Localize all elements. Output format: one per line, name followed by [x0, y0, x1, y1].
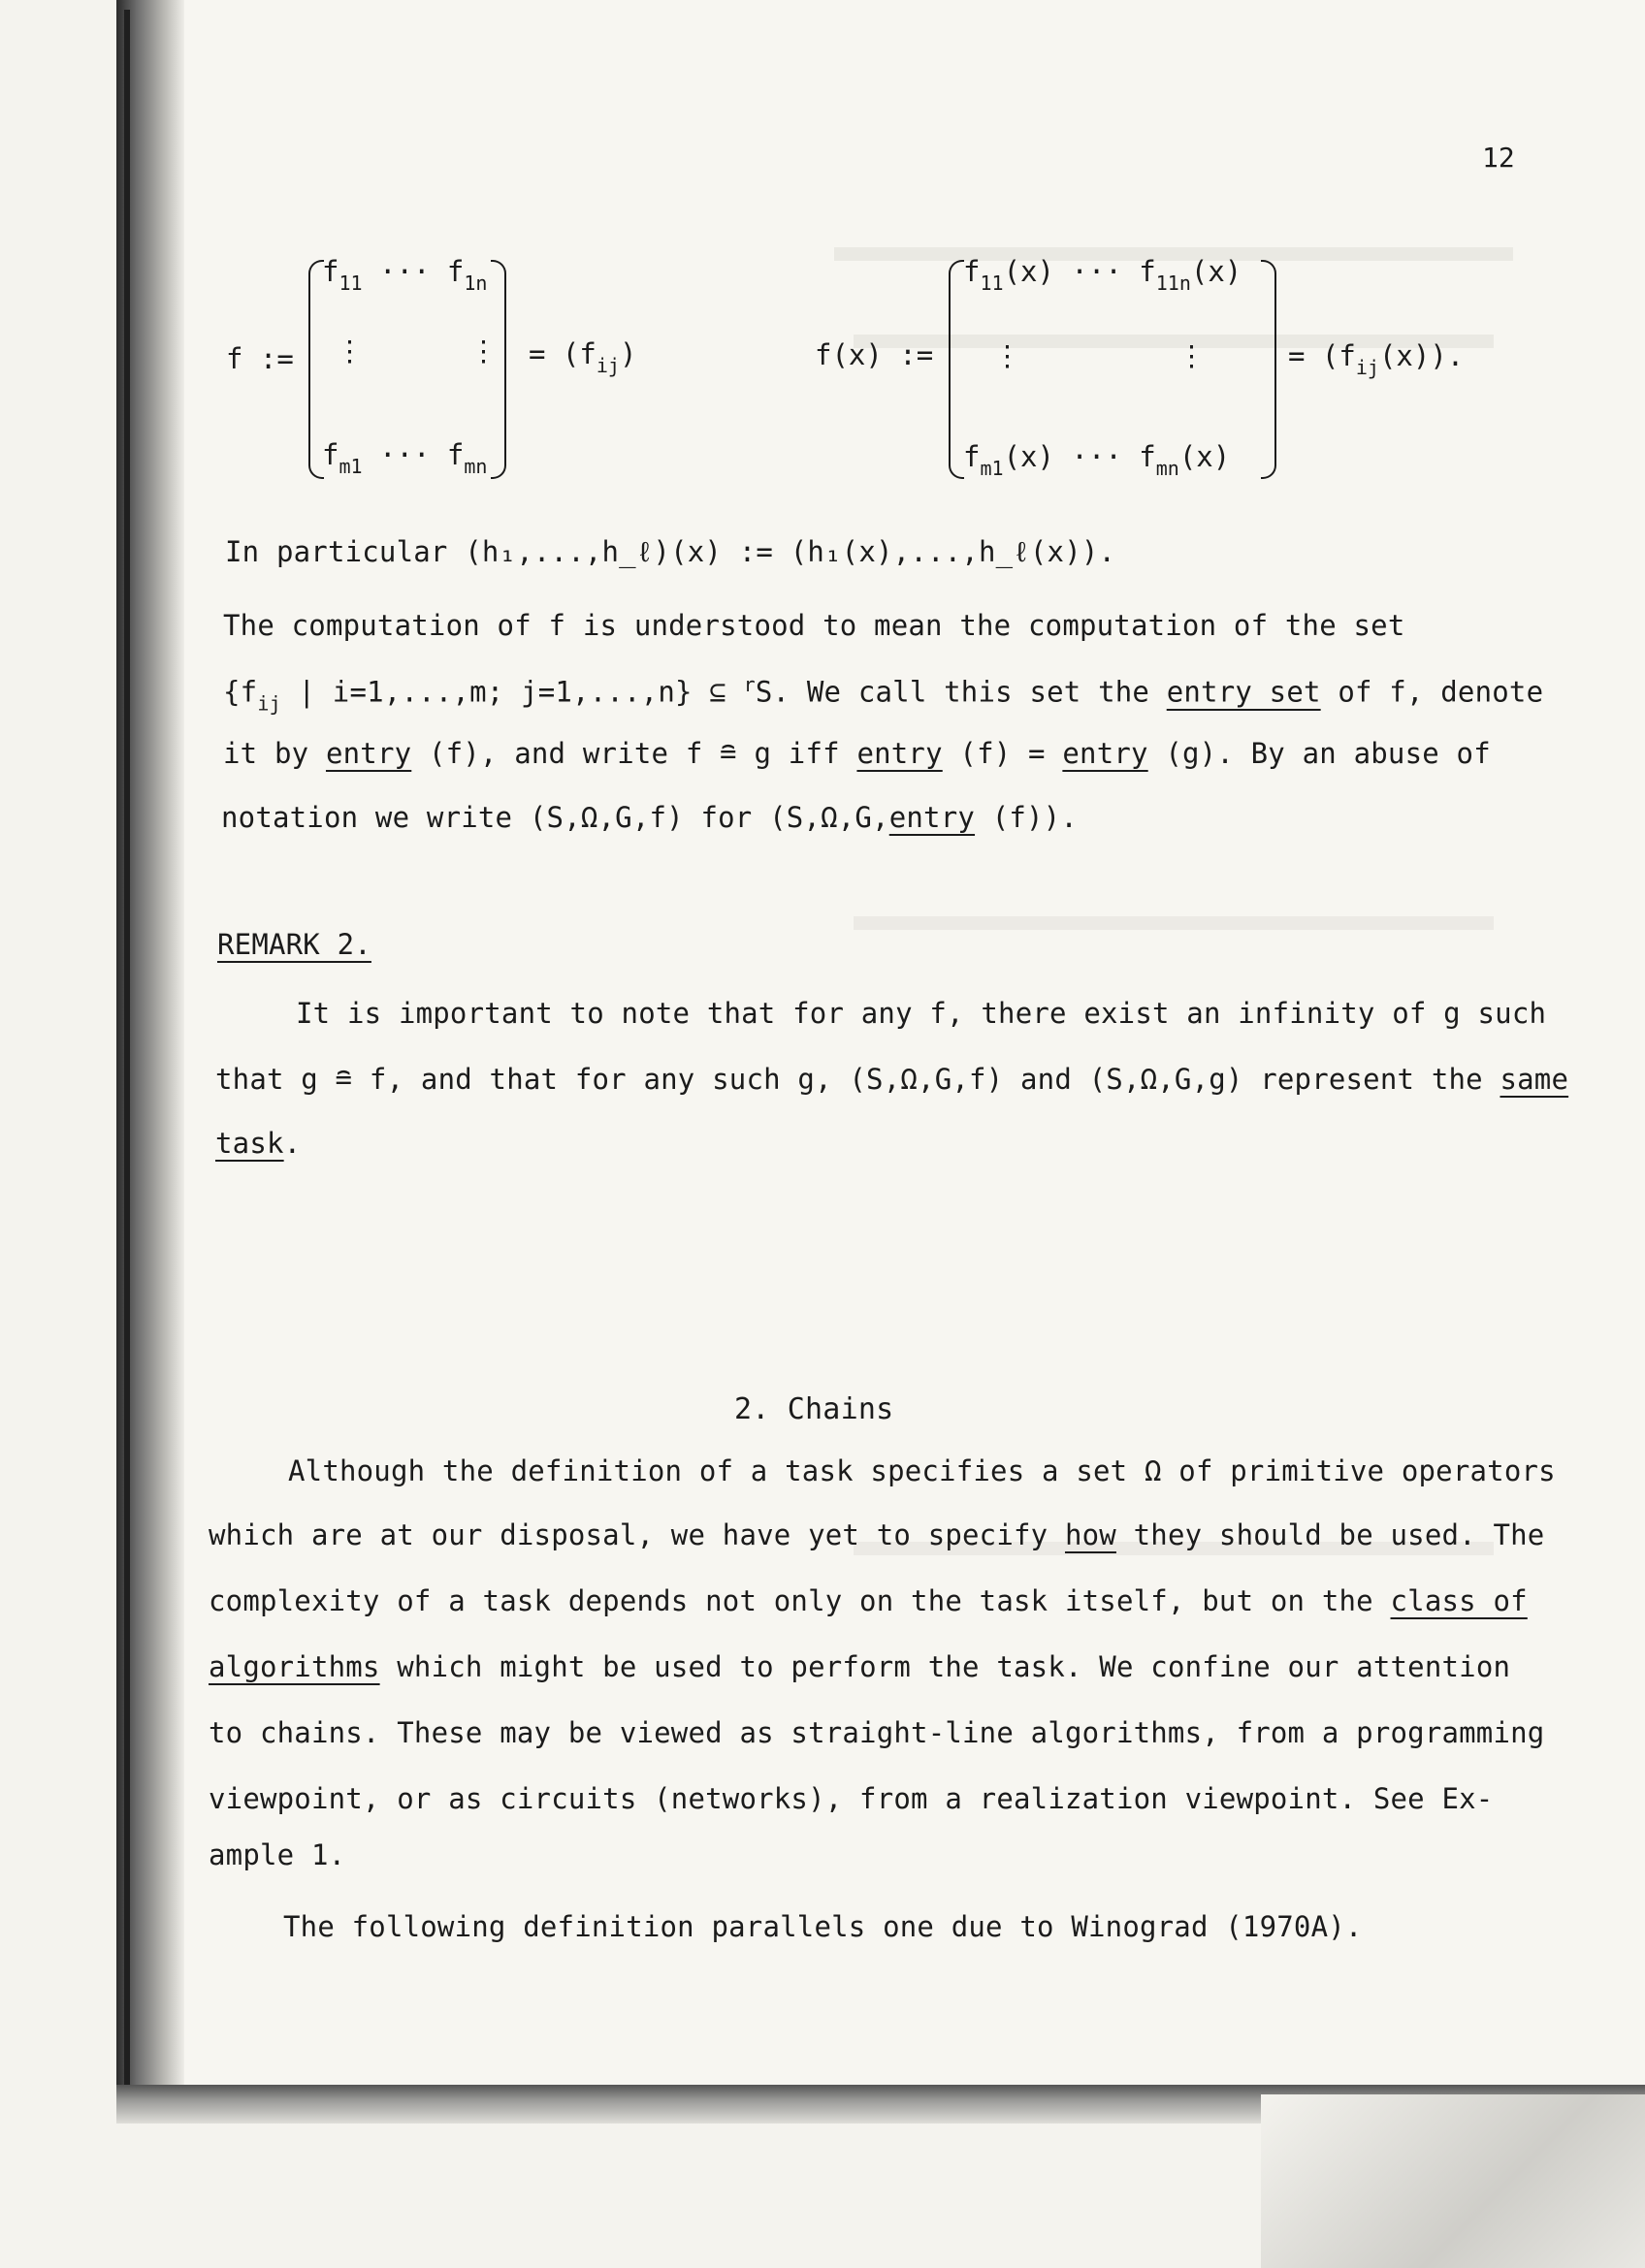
matrix-fx-cell-11: $f_{11}(x)$ ··· $f_{11n}(x)$	[963, 255, 1242, 295]
matrix-fx-vdots-right: ⋮	[1177, 339, 1206, 372]
para2-line-1: The following definition parallels one due to Winograd (1970A).	[283, 1910, 1363, 1943]
line-in-particular: In particular (h₁,...,h_ℓ)(x) := (h₁(x),...,h_ℓ(x)).	[225, 535, 1116, 568]
matrix-fx-vdots-left: ⋮	[993, 339, 1021, 372]
line-computation: The computation of f is understood to mean the computation of the set	[223, 609, 1405, 642]
remark-line-2: that g ≘ f, and that for any such g, (S,Ω,G,f) and (S,Ω,G,g) represent the same	[215, 1063, 1569, 1096]
matrix-fx-cell-m1: $f_{m1}(x)$ ··· $f_{mn}(x)$	[963, 440, 1231, 480]
matrix-f-cell-11: $f_{11}$ ··· $f_{1n}$	[322, 255, 488, 295]
para1-line-5: to chains. These may be viewed as straight-line algorithms, from a programming	[209, 1716, 1545, 1749]
matrix-f-vdots-left: ⋮	[336, 335, 364, 367]
para1-line-4: algorithms which might be used to perform the task. We confine our attention	[209, 1650, 1511, 1683]
matrix-f-vdots-right: ⋮	[469, 335, 498, 367]
remark-line-1: It is important to note that for any f, there exist an infinity of g such	[296, 997, 1547, 1030]
matrix-f-lhs: f :=	[226, 342, 294, 375]
line-entry-set: {$f_{ij}$ | i=1,...,m; j=1,...,n} ⊆ $^r$S. We call this set the entry set of f, denote	[223, 673, 1544, 716]
bleed-through-shadow	[854, 916, 1494, 930]
page-corner-shadow	[1261, 2094, 1645, 2268]
para1-line-3: complexity of a task depends not only on the task itself, but on the class of	[209, 1584, 1528, 1617]
matrix-f-rhs: = $(f_{ij})$	[529, 337, 637, 377]
binding-edge	[124, 10, 130, 2094]
matrix-f-cell-m1: $f_{m1}$ ··· $f_{mn}$	[322, 438, 488, 478]
matrix-f-right-bracket	[491, 260, 506, 479]
para1-line-1: Although the definition of a task specifies a set Ω of primitive operators	[288, 1454, 1556, 1487]
matrix-fx-right-bracket	[1261, 260, 1276, 479]
matrix-fx-rhs: = $(f_{ij}(x))$.	[1288, 339, 1465, 379]
page-number: 12	[1482, 142, 1515, 174]
line-notation: notation we write (S,Ω,G,f) for (S,Ω,G,entry (f)).	[221, 801, 1079, 834]
para1-line-7: ample 1.	[209, 1838, 346, 1871]
para1-line-2: which are at our disposal, we have yet to specify how they should be used. The	[209, 1518, 1545, 1551]
section-heading: 2. Chains	[734, 1392, 894, 1426]
para1-line-6: viewpoint, or as circuits (networks), from a realization viewpoint. See Ex-	[209, 1782, 1494, 1815]
matrix-fx-left-bracket	[949, 260, 964, 479]
remark-heading: REMARK 2.	[217, 928, 371, 961]
matrix-fx-lhs: f(x) :=	[815, 338, 934, 371]
remark-line-3: task.	[215, 1127, 302, 1160]
line-it-by: it by entry (f), and write f ≘ g iff entry (f) = entry (g). By an abuse of	[223, 737, 1491, 770]
